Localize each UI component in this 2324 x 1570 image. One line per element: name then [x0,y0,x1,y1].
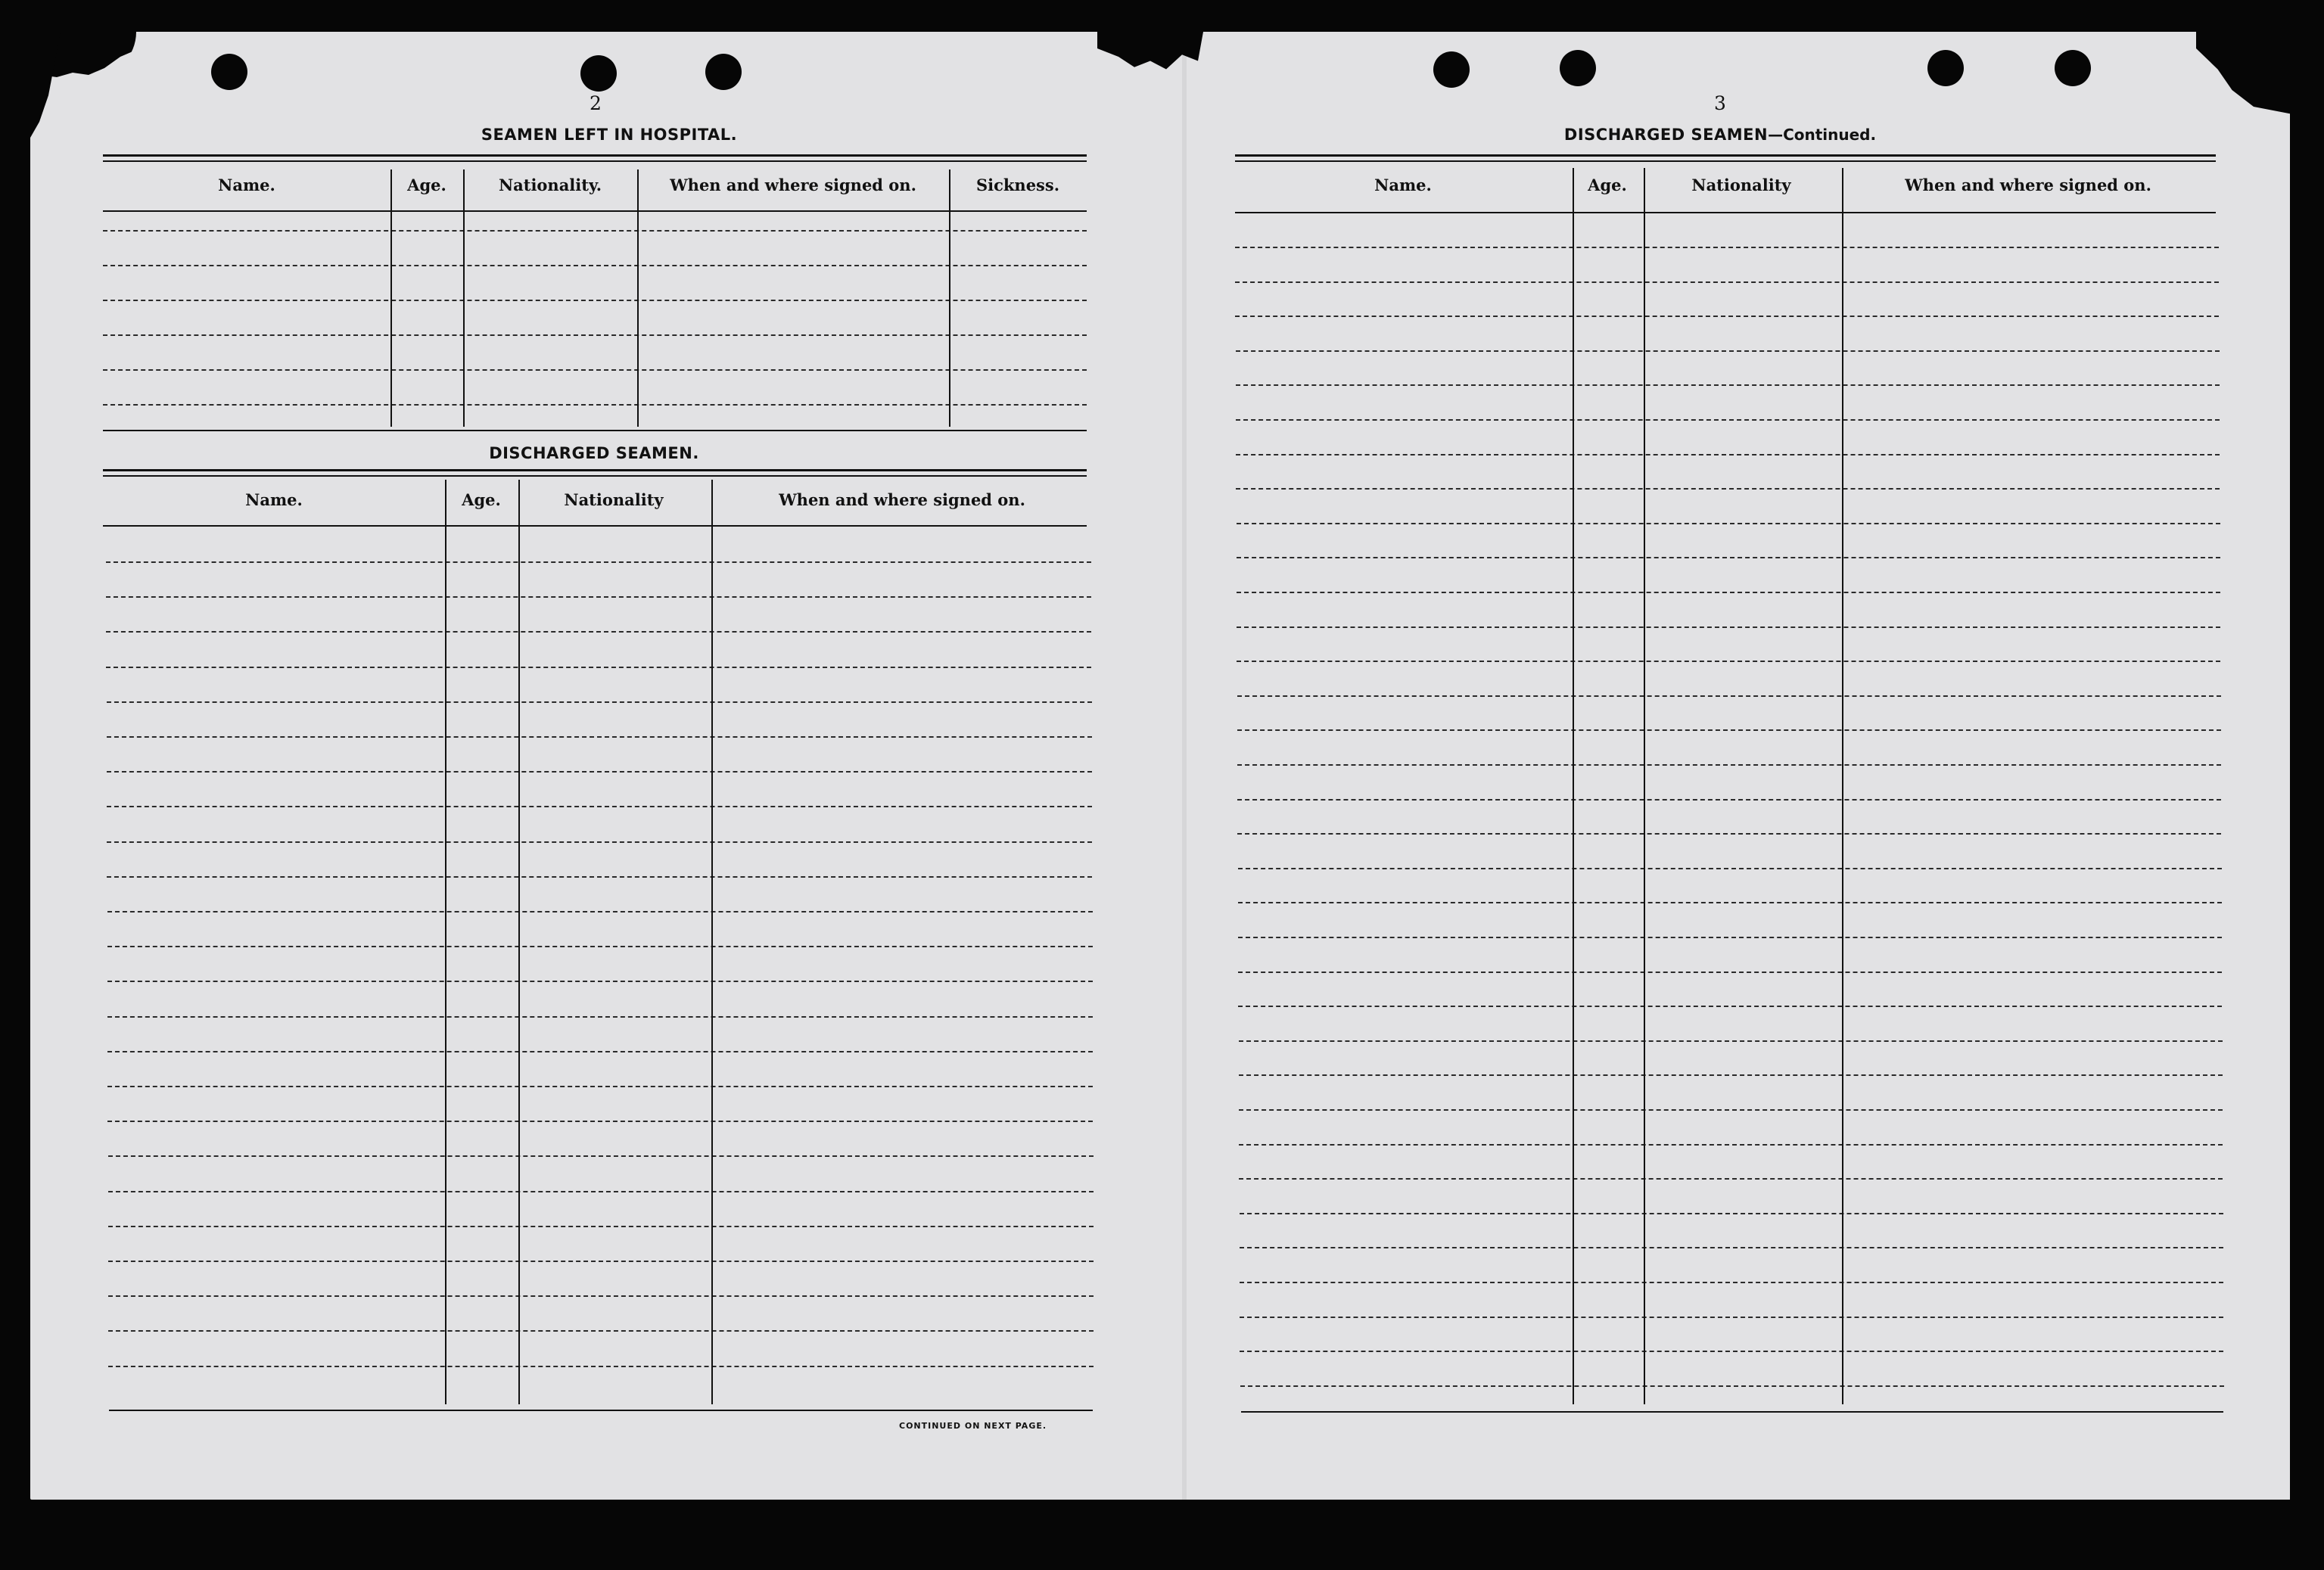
entry-line [1240,1351,2223,1352]
entry-line [103,300,1087,301]
entry-line [1240,1213,2223,1214]
column-divider [1842,168,1843,1404]
entry-line [1237,626,2220,628]
entry-line [107,806,1092,807]
entry-line [1240,1282,2223,1283]
section-title-hospital: SEAMEN LEFT IN HOSPITAL. [481,126,738,144]
entry-line [1240,1385,2224,1387]
entry-line [1236,454,2220,455]
entry-line [103,404,1087,406]
entry-line [1236,350,2220,352]
entry-line [103,334,1087,336]
column-header-nationality: Nationality [564,490,664,509]
title-text: DISCHARGED SEAMEN [1563,126,1769,144]
table-top-rule [103,475,1087,477]
entry-line [107,736,1092,738]
entry-line [107,981,1093,982]
column-divider [518,480,520,1404]
section-title-discharged-continued [1493,126,1947,144]
entry-line [107,1016,1093,1018]
column-divider [949,169,950,427]
column-header-age: Age. [1588,176,1627,194]
punch-hole [705,54,742,90]
column-header-signed-on: When and where signed on. [1905,176,2151,194]
entry-line [1238,937,2222,938]
entry-line [1237,799,2221,801]
column-header-sickness: Sickness. [975,176,1060,194]
entry-line [1235,316,2219,317]
entry-line [1237,557,2220,558]
header-underline [103,525,1087,527]
punch-hole [580,55,617,92]
entry-line [1237,523,2220,524]
column-header-nationality: Nationality. [498,176,602,194]
column-header-name: Name. [1374,176,1432,194]
entry-line [108,1330,1094,1332]
punch-hole [1433,51,1470,88]
entry-line [103,265,1087,266]
entry-line [1236,384,2220,386]
entry-line [1237,592,2220,593]
column-divider [1644,168,1645,1404]
column-header-signed-on: When and where signed on. [670,176,916,194]
entry-line [1237,729,2221,731]
entry-line [1237,833,2221,835]
column-divider [445,480,446,1404]
table-top-rule [103,469,1087,471]
entry-line [1238,972,2222,973]
punch-hole [2055,50,2091,86]
column-header-age: Age. [462,490,501,509]
entry-line [107,841,1092,843]
entry-line [108,1226,1094,1227]
entry-line [1236,419,2220,421]
punch-hole [211,54,247,90]
table-bottom-rule [1241,1411,2223,1413]
entry-line [106,596,1091,598]
column-header-nationality: Nationality [1691,176,1791,194]
header-underline [103,210,1087,212]
entry-line [108,1295,1094,1297]
continued-note: CONTINUED ON NEXT PAGE. [899,1421,1047,1431]
entry-line [1238,868,2222,869]
entry-line [108,1155,1094,1157]
entry-line [107,876,1092,878]
entry-line [103,230,1087,232]
entry-line [1235,281,2219,283]
entry-line [107,1086,1093,1087]
entry-line [1239,1109,2223,1111]
column-header-name: Name. [245,490,303,509]
table-top-rule [1235,160,2216,162]
entry-line [1239,1040,2223,1042]
entry-line [108,1366,1094,1367]
entry-line [106,667,1091,668]
entry-line [108,1191,1094,1192]
column-divider [390,169,392,427]
column-divider [637,169,639,427]
table-bottom-rule [109,1410,1093,1411]
left-page [30,32,1185,1500]
entry-line [107,1051,1093,1052]
entry-line [1239,1074,2223,1076]
column-divider [1573,168,1574,1404]
table-top-rule [103,160,1087,162]
column-header-name: Name. [218,176,275,194]
column-divider [463,169,465,427]
entry-line [1240,1317,2223,1318]
table-top-rule [103,154,1087,157]
entry-line [1237,695,2221,697]
entry-line [107,771,1092,773]
entry-line [1239,1178,2223,1180]
page-number: 2 [590,92,602,114]
entry-line [1238,1006,2222,1007]
entry-line [1235,247,2219,248]
section-title-discharged: DISCHARGED SEAMEN. [489,444,699,462]
entry-line [107,911,1093,912]
right-page [1185,32,2290,1500]
entry-line [107,701,1092,703]
column-divider [711,480,713,1404]
entry-line [107,946,1093,947]
punch-hole [1927,50,1964,86]
page-fold [1182,32,1187,1500]
column-header-age: Age. [407,176,446,194]
entry-line [106,561,1091,563]
entry-line [108,1261,1094,1262]
table-bottom-rule [103,430,1087,431]
entry-line [107,1121,1093,1122]
table-top-rule [1235,154,2216,157]
entry-line [1237,661,2220,662]
entry-line [1238,902,2222,903]
entry-line [1239,1144,2223,1146]
entry-line [1236,488,2220,490]
punch-hole [1560,50,1596,86]
page-number: 3 [1714,92,1726,114]
entry-line [1240,1247,2223,1248]
header-underline [1235,212,2216,213]
column-header-signed-on: When and where signed on. [779,490,1025,509]
entry-line [106,631,1091,633]
entry-line [103,369,1087,371]
entry-line [1237,764,2221,766]
title-suffix: —Continued. [1768,126,1877,144]
